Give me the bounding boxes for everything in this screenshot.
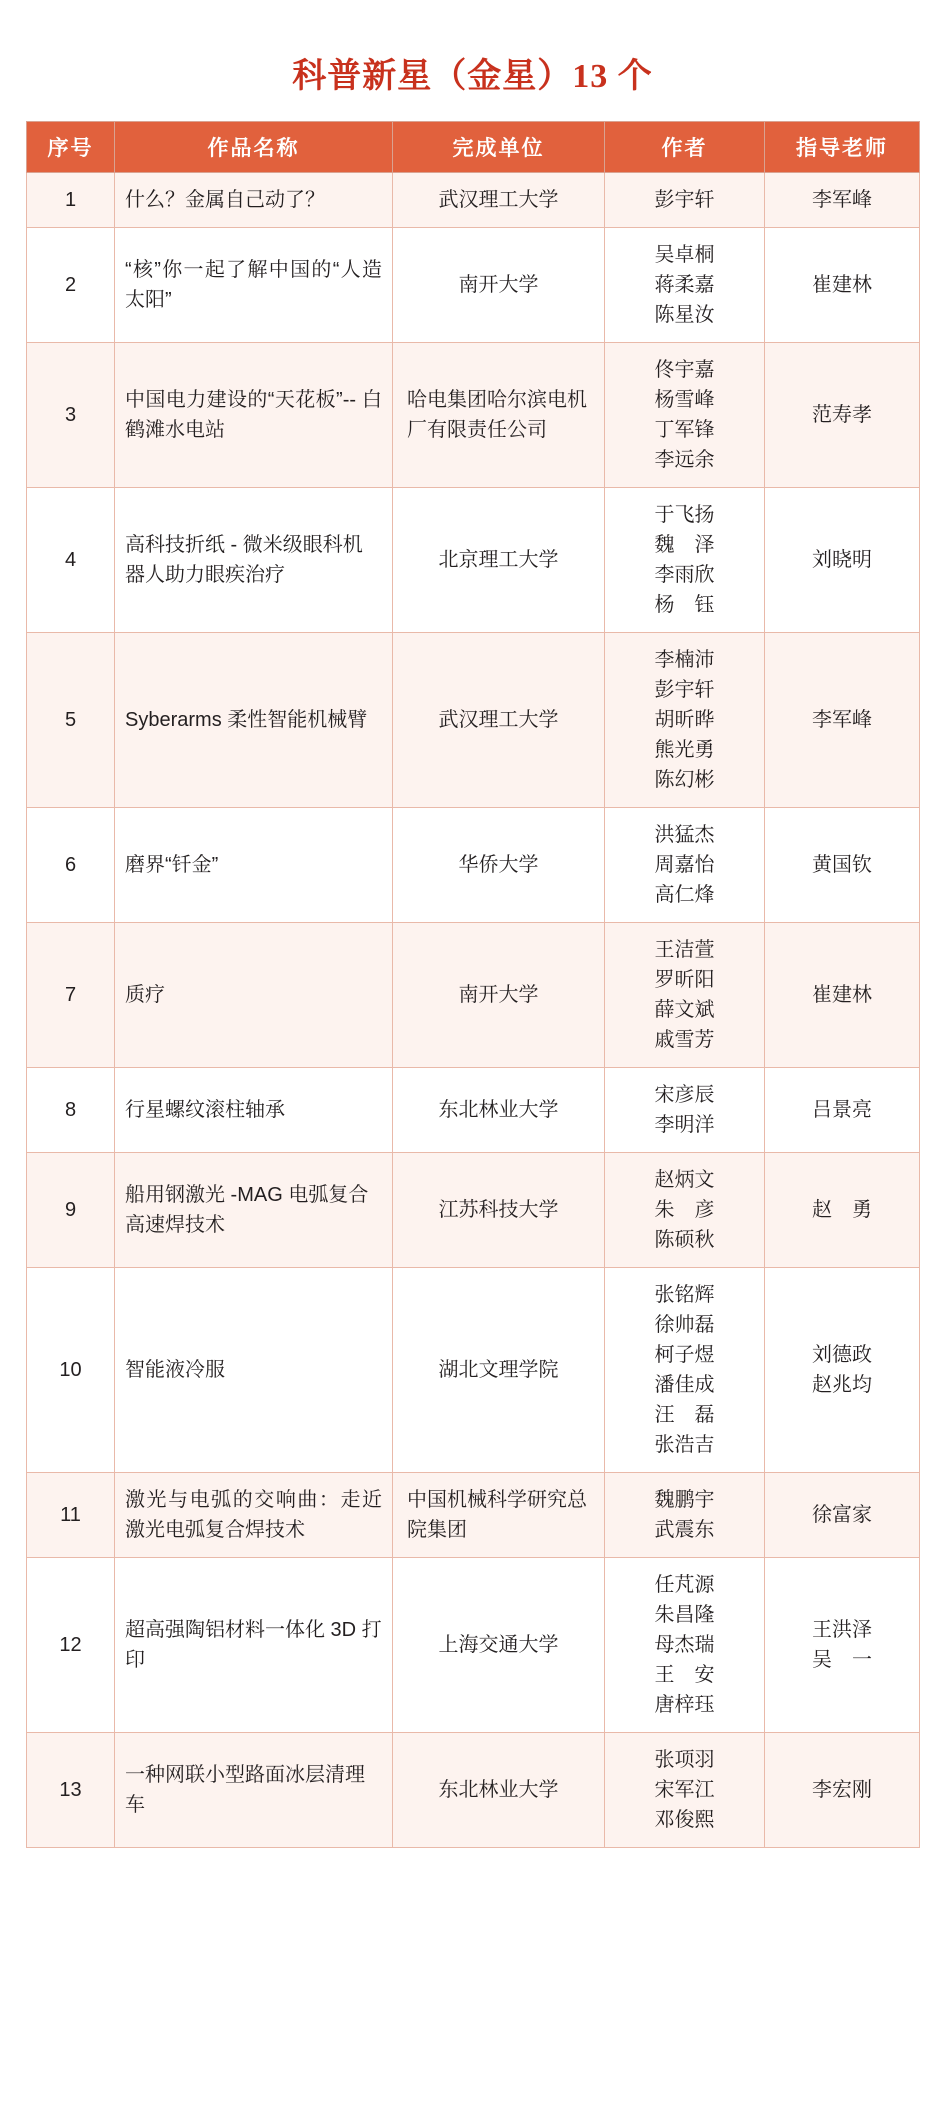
author-name: 彭宇轩 [654, 679, 715, 701]
mentor-name: 崔建林 [812, 984, 872, 1006]
cell-unit: 南开大学 [393, 923, 605, 1068]
author-name: 陈幻彬 [654, 769, 715, 791]
cell-mentors [765, 1153, 920, 1268]
cell-authors [605, 1733, 765, 1848]
cell-work: 高科技折纸 - 微米级眼科机器人助力眼疾治疗 [115, 488, 393, 633]
author-name: 陈星汝 [654, 304, 715, 326]
cell-unit: 东北林业大学 [393, 1733, 605, 1848]
cell-authors [605, 1068, 765, 1153]
cell-work: 超高强陶铝材料一体化 3D 打印 [115, 1558, 393, 1733]
cell-unit: 北京理工大学 [393, 488, 605, 633]
mentor-name: 吴 一 [812, 1649, 872, 1671]
cell-work: 智能液冷服 [115, 1268, 393, 1473]
author-name: 赵炳文 [654, 1169, 715, 1191]
author-name: 李明洋 [654, 1114, 715, 1136]
mentor-name: 崔建林 [812, 274, 872, 296]
cell-authors [605, 923, 765, 1068]
author-name: 张项羽 [654, 1749, 715, 1771]
cell-unit: 南开大学 [393, 228, 605, 343]
author-name: 洪猛杰 [654, 824, 715, 846]
cell-authors [605, 808, 765, 923]
column-header-mentor: 指导老师 [765, 122, 920, 173]
award-table [26, 121, 920, 1848]
author-name: 魏鹏宇 [654, 1489, 715, 1511]
table-row [27, 228, 920, 343]
cell-unit: 哈电集团哈尔滨电机厂有限责任公司 [393, 343, 605, 488]
author-name: 胡昕晔 [654, 709, 715, 731]
cell-authors [605, 173, 765, 228]
cell-authors [605, 1473, 765, 1558]
cell-mentors [765, 923, 920, 1068]
author-name: 陈硕秋 [654, 1229, 715, 1251]
author-name: 张铭辉 [654, 1284, 715, 1306]
cell-mentors [765, 488, 920, 633]
cell-unit: 东北林业大学 [393, 1068, 605, 1153]
cell-authors [605, 343, 765, 488]
author-name: 武震东 [654, 1519, 715, 1541]
cell-seq: 7 [27, 923, 115, 1068]
table-row [27, 1268, 920, 1473]
author-name: 周嘉怡 [654, 854, 715, 876]
author-name: 朱 彦 [654, 1199, 715, 1221]
table-header-row [27, 122, 920, 173]
mentor-name: 李军峰 [812, 189, 872, 211]
author-name: 宋军江 [654, 1779, 715, 1801]
column-header-work: 作品名称 [115, 122, 393, 173]
author-name: 丁军锋 [654, 419, 715, 441]
page-title: 科普新星（金星）13 个 [292, 58, 653, 95]
cell-mentors [765, 1268, 920, 1473]
table-row [27, 808, 920, 923]
cell-seq: 12 [27, 1558, 115, 1733]
table-row [27, 1558, 920, 1733]
mentor-name: 徐富家 [812, 1504, 872, 1526]
mentor-name: 赵 勇 [812, 1199, 872, 1221]
author-name: 佟宇嘉 [654, 359, 715, 381]
author-name: 李远余 [654, 449, 715, 471]
mentor-name: 吕景亮 [812, 1099, 872, 1121]
cell-work: 中国电力建设的“天花板”-- 白鹤滩水电站 [115, 343, 393, 488]
table-row [27, 923, 920, 1068]
cell-work: Syberarms 柔性智能机械臂 [115, 633, 393, 808]
cell-mentors [765, 1473, 920, 1558]
cell-authors [605, 488, 765, 633]
author-name: 唐梓珏 [654, 1694, 715, 1716]
table-row [27, 1733, 920, 1848]
cell-seq: 8 [27, 1068, 115, 1153]
cell-mentors [765, 343, 920, 488]
author-name: 蒋柔嘉 [654, 274, 715, 296]
cell-work: “核”你一起了解中国的“人造太阳” [115, 228, 393, 343]
cell-seq: 9 [27, 1153, 115, 1268]
cell-unit: 武汉理工大学 [393, 633, 605, 808]
author-name: 张浩吉 [654, 1434, 715, 1456]
author-name: 王 安 [654, 1664, 715, 1686]
mentor-name: 范寿孝 [812, 404, 872, 426]
cell-unit: 中国机械科学研究总院集团 [393, 1473, 605, 1558]
cell-work: 行星螺纹滚柱轴承 [115, 1068, 393, 1153]
cell-unit: 上海交通大学 [393, 1558, 605, 1733]
column-header-unit: 完成单位 [393, 122, 605, 173]
author-name: 高仁烽 [654, 884, 715, 906]
cell-seq: 2 [27, 228, 115, 343]
cell-work: 质疗 [115, 923, 393, 1068]
mentor-name: 李宏刚 [812, 1779, 872, 1801]
cell-work: 什么？金属自己动了？ [115, 173, 393, 228]
author-name: 宋彦辰 [654, 1084, 715, 1106]
cell-authors [605, 1153, 765, 1268]
author-name: 潘佳成 [654, 1374, 715, 1396]
cell-work: 船用钢激光 -MAG 电弧复合高速焊技术 [115, 1153, 393, 1268]
table-row [27, 1153, 920, 1268]
cell-seq: 13 [27, 1733, 115, 1848]
author-name: 戚雪芳 [654, 1029, 715, 1051]
mentor-name: 王洪泽 [812, 1619, 872, 1641]
cell-unit: 湖北文理学院 [393, 1268, 605, 1473]
author-name: 汪 磊 [654, 1404, 715, 1426]
cell-work: 一种网联小型路面冰层清理车 [115, 1733, 393, 1848]
cell-mentors [765, 1068, 920, 1153]
cell-seq: 5 [27, 633, 115, 808]
author-name: 杨 钰 [654, 594, 715, 616]
cell-mentors [765, 808, 920, 923]
table-row [27, 633, 920, 808]
column-header-author: 作者 [605, 122, 765, 173]
column-header-seq: 序号 [27, 122, 115, 173]
author-name: 熊光勇 [654, 739, 715, 761]
table-row [27, 488, 920, 633]
cell-seq: 6 [27, 808, 115, 923]
cell-authors [605, 633, 765, 808]
author-name: 杨雪峰 [654, 389, 715, 411]
author-name: 邓俊熙 [654, 1809, 715, 1831]
author-name: 徐帅磊 [654, 1314, 715, 1336]
author-name: 薛文斌 [654, 999, 715, 1021]
mentor-name: 黄国钦 [812, 854, 872, 876]
author-name: 吴卓桐 [654, 244, 715, 266]
author-name: 王洁萱 [654, 939, 715, 961]
cell-unit: 华侨大学 [393, 808, 605, 923]
author-name: 任芃源 [654, 1574, 715, 1596]
cell-seq: 1 [27, 173, 115, 228]
author-name: 李楠沛 [654, 649, 715, 671]
table-row [27, 1473, 920, 1558]
table-row [27, 1068, 920, 1153]
mentor-name: 刘晓明 [812, 549, 872, 571]
cell-authors [605, 1268, 765, 1473]
cell-seq: 11 [27, 1473, 115, 1558]
mentor-name: 李军峰 [812, 709, 872, 731]
author-name: 彭宇轩 [654, 189, 715, 211]
author-name: 罗昕阳 [654, 969, 715, 991]
cell-unit: 江苏科技大学 [393, 1153, 605, 1268]
cell-mentors [765, 173, 920, 228]
cell-seq: 10 [27, 1268, 115, 1473]
author-name: 柯子煜 [654, 1344, 715, 1366]
mentor-name: 赵兆均 [812, 1374, 872, 1396]
author-name: 于飞扬 [654, 504, 715, 526]
author-name: 母杰瑞 [654, 1634, 715, 1656]
cell-work: 激光与电弧的交响曲：走近激光电弧复合焊技术 [115, 1473, 393, 1558]
author-name: 李雨欣 [654, 564, 715, 586]
cell-seq: 4 [27, 488, 115, 633]
cell-seq: 3 [27, 343, 115, 488]
cell-mentors [765, 1558, 920, 1733]
cell-mentors [765, 1733, 920, 1848]
cell-mentors [765, 228, 920, 343]
table-row [27, 343, 920, 488]
cell-authors [605, 1558, 765, 1733]
cell-unit: 武汉理工大学 [393, 173, 605, 228]
cell-authors [605, 228, 765, 343]
mentor-name: 刘德政 [812, 1344, 872, 1366]
cell-work: 磨界“钎金” [115, 808, 393, 923]
table-row [27, 173, 920, 228]
author-name: 魏 泽 [654, 534, 715, 556]
author-name: 朱昌隆 [654, 1604, 715, 1626]
cell-mentors [765, 633, 920, 808]
